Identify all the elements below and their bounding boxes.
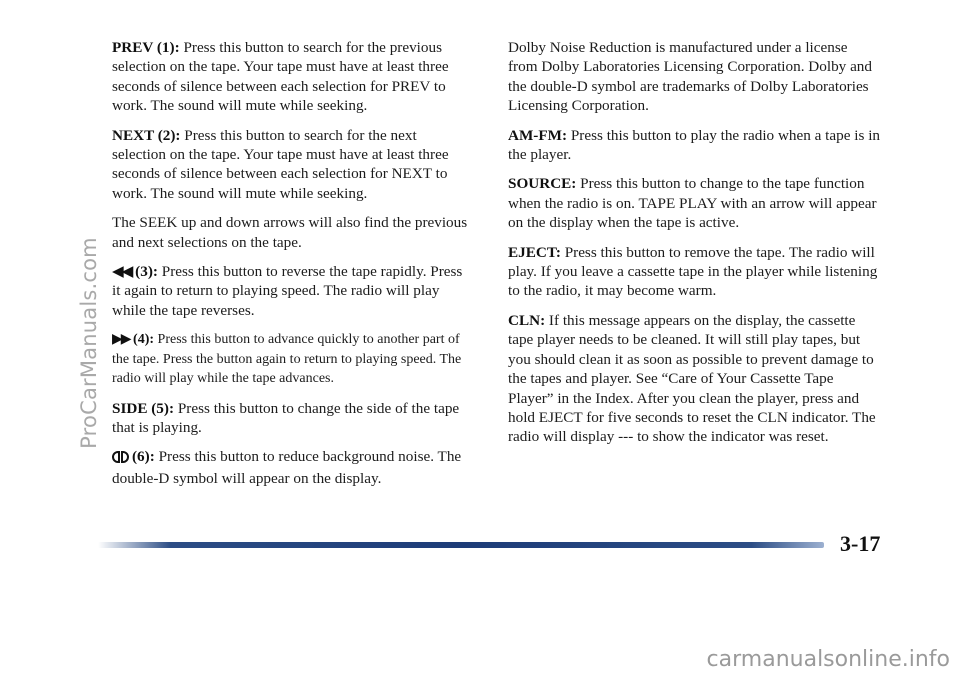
text-dolby: Press this button to reduce background noise. The double-D symbol will appear on the display. [112, 448, 462, 487]
term-dolby: (6): [132, 448, 155, 466]
left-column [112, 38, 474, 498]
paragraph-dolby-license [508, 38, 880, 116]
footer-url: carmanualsonline.info [706, 647, 950, 672]
paragraph-rewind [112, 262, 474, 320]
text-dolby-license: Dolby Noise Reduction is manufactured under a license from Dolby Laboratories Licensing Corporation. Dolby and the double-D symbol are trademarks of Dolby Laboratories Licensing Corporation. [508, 39, 872, 115]
term-eject: EJECT: [508, 243, 561, 261]
text-eject: Press this button to remove the tape. The radio will play. If you leave a cassette tape in the player while listening to the radio, it may become warm. [508, 243, 878, 300]
term-next: NEXT (2): [112, 126, 181, 144]
text-source: Press this button to change to the tape function when the radio is on. TAPE PLAY with an arrow will appear on the display when the tape is active. [508, 175, 877, 232]
term-source: SOURCE: [508, 175, 577, 193]
text-rewind: Press this button to reverse the tape rapidly. Press it again to return to playing speed. The radio will play while the tape reverses. [112, 263, 463, 319]
footer-rule [98, 542, 824, 548]
paragraph-fast-forward [112, 330, 474, 388]
page-number: 3-17 [840, 531, 881, 556]
text-prev: Press this button to search for the previous selection on the tape. Your tape must have at least three seconds of silence between each selection for PREV to work. The sound will mute while seeking. [112, 39, 449, 115]
term-cln: CLN: [508, 311, 546, 329]
term-side: SIDE (5): [112, 399, 175, 417]
rewind-icon: ◀◀ [112, 263, 132, 281]
paragraph-cln [508, 311, 880, 447]
text-side: Press this button to change the side of the tape that is playing. [112, 399, 460, 436]
paragraph-seek [112, 213, 474, 252]
paragraph-prev [112, 38, 474, 116]
fast-forward-icon: ▶▶ [112, 332, 130, 348]
term-am-fm: AM-FM: [508, 126, 568, 144]
text-am-fm: Press this button to play the radio when a tape is in the player. [508, 126, 881, 164]
paragraph-eject [508, 243, 880, 301]
paragraph-source [508, 174, 880, 232]
text-seek: The SEEK up and down arrows will also find the previous and next selections on the tape. [112, 214, 468, 251]
paragraph-side [112, 399, 474, 438]
paragraph-dolby [112, 447, 474, 488]
side-watermark [72, 128, 106, 558]
text-next: Press this button to search for the next selection on the tape. Your tape must have at least three seconds of silence between each selection for NEXT to work. The sound will mute while seeking. [112, 126, 449, 202]
term-rewind: (3): [131, 263, 158, 281]
right-column [508, 38, 880, 457]
text-fast-forward: Press this button to advance quickly to another part of the tape. Press the button again to return to playing speed. The radio will play while the tape advances. [112, 332, 462, 387]
term-prev: PREV (1): [112, 39, 180, 56]
paragraph-am-fm [508, 126, 880, 165]
paragraph-next [112, 126, 474, 204]
text-cln: If this message appears on the display, the cassette tape player needs to be cleaned. It will still play tapes, but you should clean it as soon as possible to prevent damage to the tapes and player. See “Care of Your Cassette Tape Player” in the Index. After you clean the player, press and hold EJECT for five seconds to reset the CLN indicator. The radio will display --- to show the indicator was reset. [508, 311, 876, 446]
watermark-text: ProCarManuals.com [77, 237, 102, 449]
dolby-double-d-icon [112, 449, 130, 468]
term-fast-forward: (4): [129, 332, 155, 348]
footer-rule-bar [98, 542, 824, 548]
